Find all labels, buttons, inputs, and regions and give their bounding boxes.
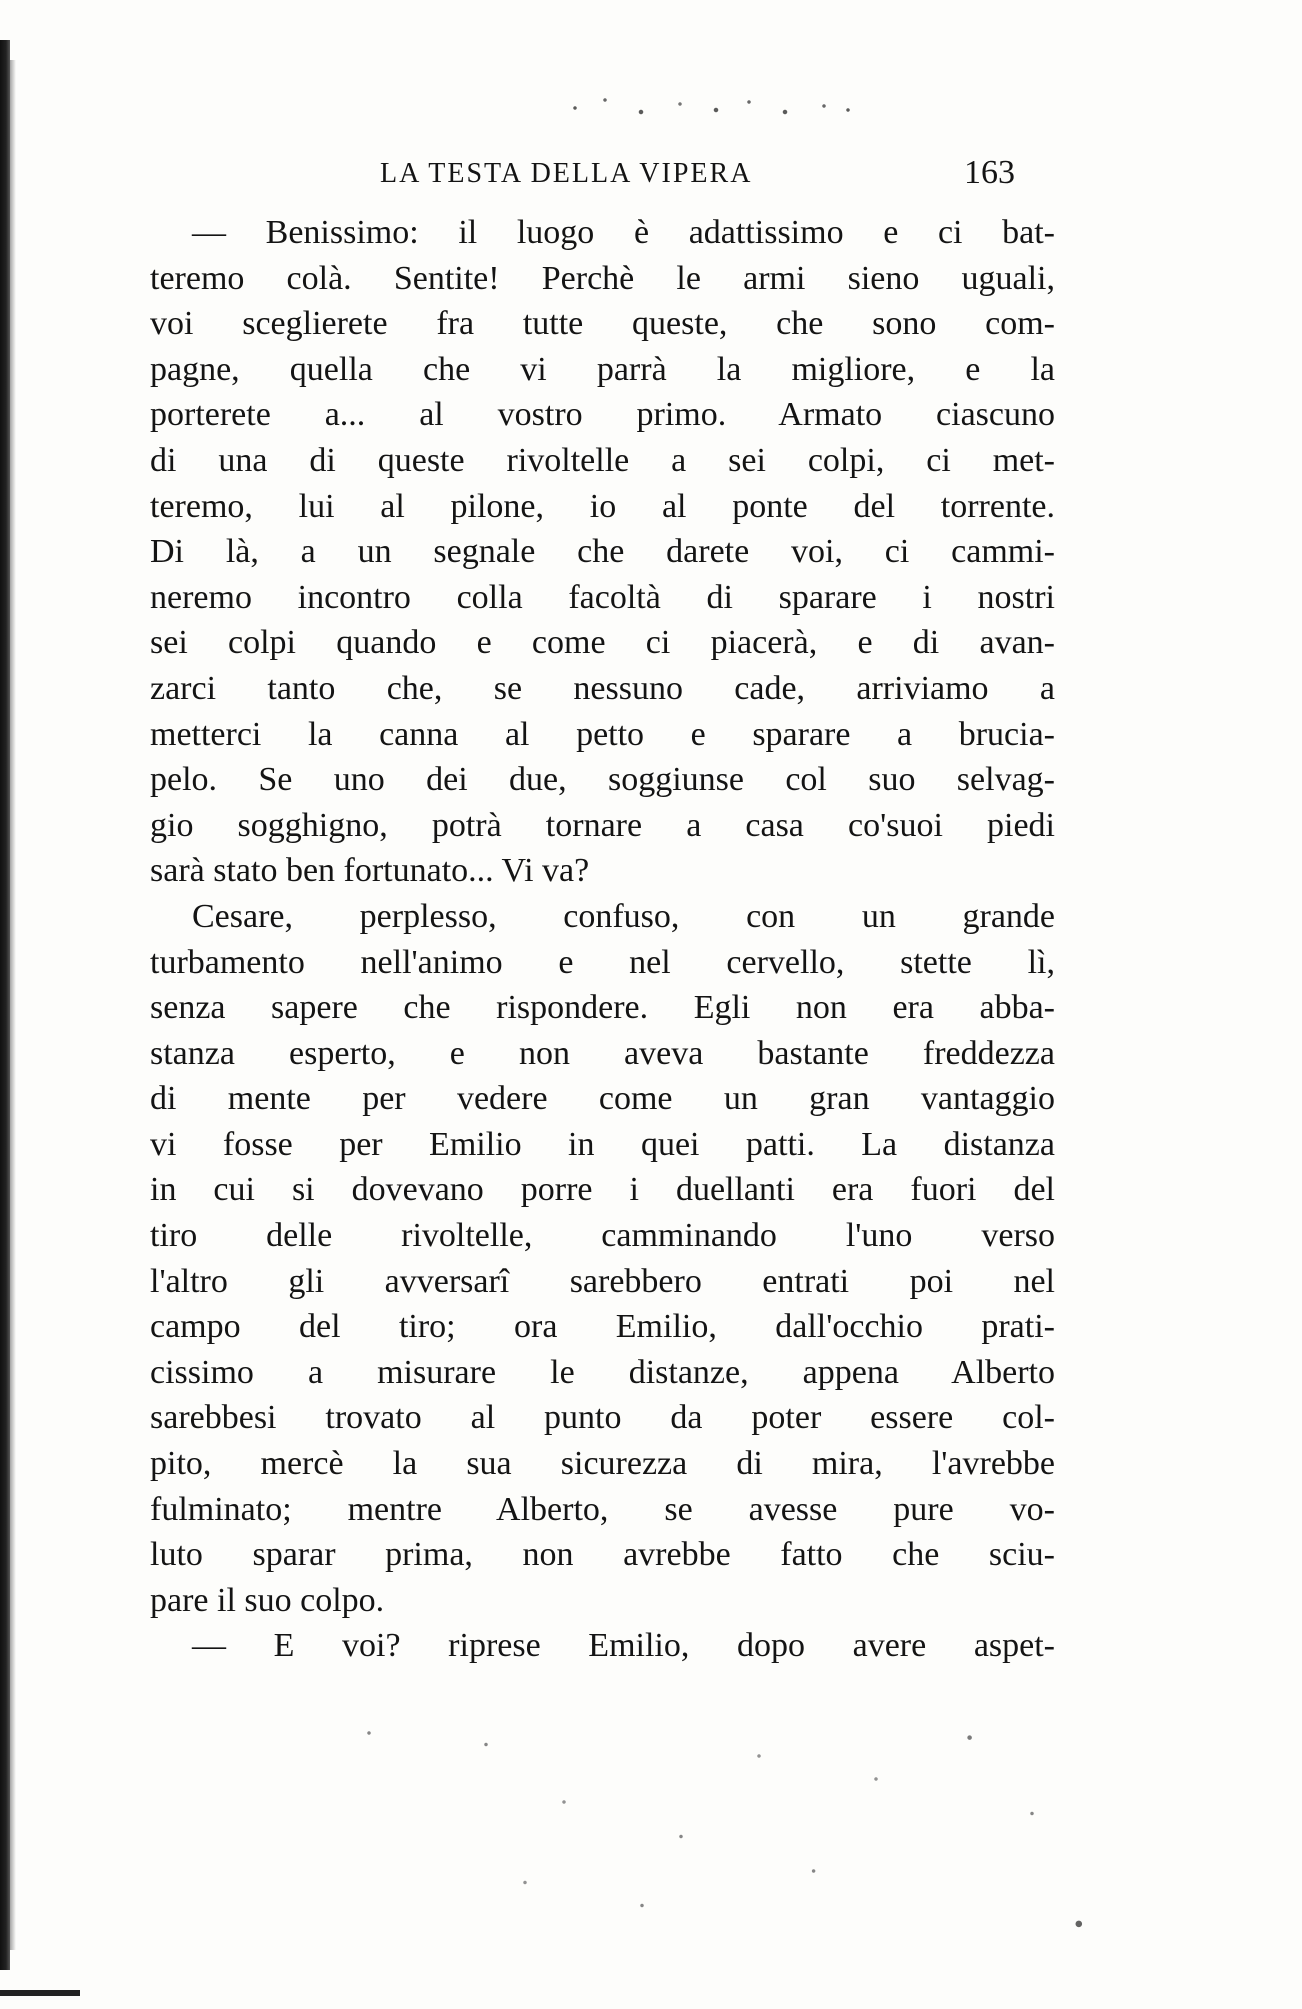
text-line: pito, mercè la sua sicurezza di mira, l'avrebbe <box>150 1445 1055 1483</box>
text-line: stanza esperto, e non aveva bastante freddezza <box>150 1034 1055 1072</box>
text-line: — E voi? riprese Emilio, dopo avere aspet- <box>192 1627 1055 1665</box>
running-header <box>150 154 1055 202</box>
text-line: metterci la canna al petto e sparare a brucia- <box>150 715 1055 753</box>
text-line: di mente per vedere come un gran vantaggio <box>150 1080 1055 1118</box>
text-line: gio sogghigno, potrà tornare a casa co'suoi piedi <box>150 806 1055 844</box>
text-line: neremo incontro colla facoltà di sparare i nostri <box>150 578 1055 616</box>
text-line: fulminato; mentre Alberto, se avesse pure vo- <box>150 1490 1055 1528</box>
text-line: senza sapere che rispondere. Egli non era abba- <box>150 989 1055 1027</box>
running-title: LA TESTA DELLA VIPERA <box>380 158 753 189</box>
text-line: vi fosse per Emilio in quei patti. La distanza <box>150 1125 1055 1163</box>
text-line: Di là, a un segnale che darete voi, ci cammi- <box>150 533 1055 571</box>
text-line: luto sparar prima, non avrebbe fatto che sciu- <box>150 1536 1055 1574</box>
text-line: l'altro gli avversarî sarebbero entrati poi nel <box>150 1262 1055 1300</box>
text-line: voi sceglierete fra tutte queste, che sono com- <box>150 305 1055 343</box>
text-line: zarci tanto che, se nessuno cade, arriviamo a <box>150 669 1055 707</box>
binding-tail <box>0 1990 80 1996</box>
text-line: Cesare, perplesso, confuso, con un grande <box>192 897 1055 935</box>
text-line: sei colpi quando e come ci piacerà, e di avan- <box>150 624 1055 662</box>
body-text <box>150 210 1055 1669</box>
text-line: — Benissimo: il luogo è adattissimo e ci bat- <box>192 214 1055 251</box>
text-line: pagne, quella che vi parrà la migliore, e la <box>150 350 1055 388</box>
text-line: pare il suo colpo. <box>150 1581 385 1619</box>
scan-specks-bottom <box>330 1710 1110 1940</box>
text-line: sarà stato ben fortunato... Vi va? <box>150 852 590 890</box>
text-line: sarebbesi trovato al punto da poter essere col- <box>150 1399 1055 1437</box>
text-line: cissimo a misurare le distanze, appena Alberto <box>150 1353 1055 1391</box>
text-line: teremo colà. Sentite! Perchè le armi sieno uguali, <box>150 259 1055 297</box>
scan-specks-top <box>560 88 860 128</box>
text-line: tiro delle rivoltelle, camminando l'uno verso <box>150 1217 1055 1255</box>
binding-edge <box>0 40 10 1970</box>
text-line: porterete a... al vostro primo. Armato ciascuno <box>150 396 1055 434</box>
text-line: teremo, lui al pilone, io al ponte del torrente. <box>150 487 1055 525</box>
text-line: in cui si dovevano porre i duellanti era fuori del <box>150 1171 1055 1209</box>
text-line: pelo. Se uno dei due, soggiunse col suo selvag- <box>150 761 1055 799</box>
binding-shadow <box>10 60 16 1950</box>
text-line: campo del tiro; ora Emilio, dall'occhio prati- <box>150 1308 1055 1346</box>
text-line: turbamento nell'animo e nel cervello, stette lì, <box>150 943 1055 981</box>
page-number: 163 <box>964 154 1015 191</box>
text-line: di una di queste rivoltelle a sei colpi, ci met- <box>150 441 1055 479</box>
